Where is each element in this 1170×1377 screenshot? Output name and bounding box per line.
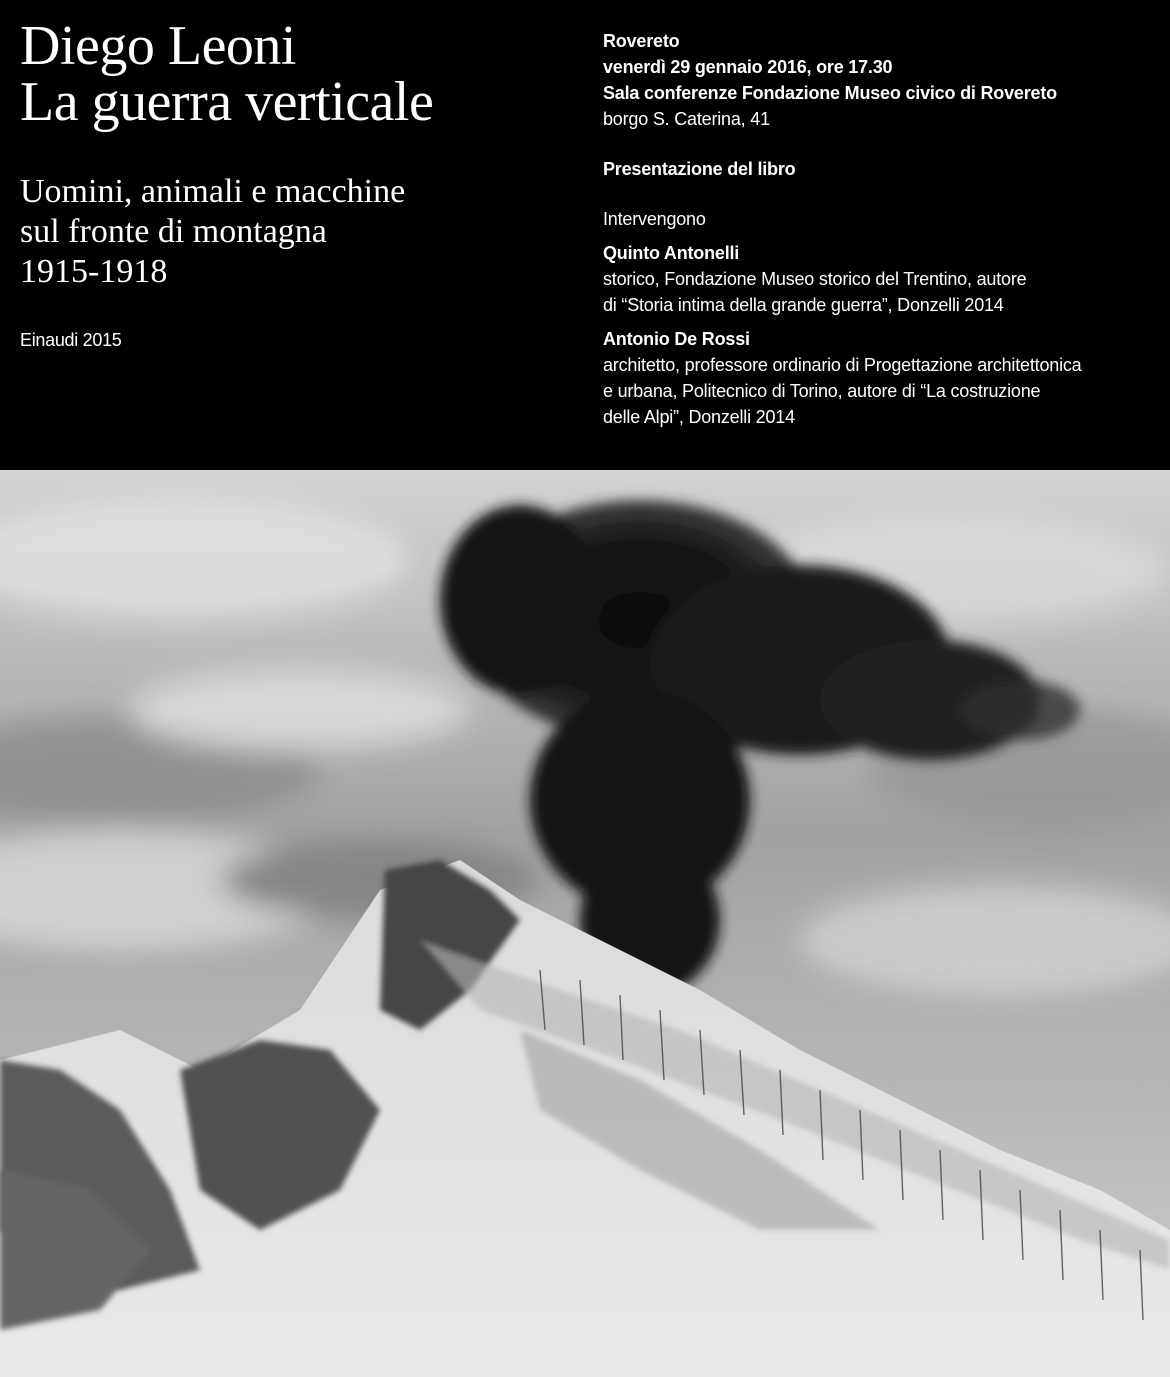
book-subtitle [20,172,580,292]
speaker-bio-line: delle Alpi”, Donzelli 2014 [603,407,795,427]
speaker-name: Quinto Antonelli [603,243,740,263]
event-datetime: venerdì 29 gennaio 2016, ore 17.30 [603,57,893,77]
event-venue: Sala conferenze Fondazione Museo civico di Rovereto [603,83,1057,103]
author-name: Diego Leoni [20,15,296,77]
event-address: borgo S. Caterina, 41 [603,109,770,129]
event-type: Presentazione del libro [603,159,796,179]
speaker-block [603,326,1163,430]
speaker-bio-line: di “Storia intima della grande guerra”, Donzelli 2014 [603,295,1004,315]
speaker-bio-line: architetto, professore ordinario di Progettazione architettonica [603,355,1082,375]
header-panel [0,0,1170,470]
subtitle-line: 1915-1918 [20,253,168,290]
speaker-name: Antonio De Rossi [603,329,750,349]
speaker-bio-line: e urbana, Politecnico di Torino, autore di “La costruzione [603,381,1041,401]
subtitle-line: Uomini, animali e macchine [20,173,406,210]
book-info [20,15,580,351]
event-info [603,28,1163,430]
book-title-block [20,15,580,133]
speaker-block [603,240,1163,318]
mountain-explosion-photo [0,470,1170,1377]
book-title: La guerra verticale [20,71,434,133]
subtitle-line: sul fronte di montagna [20,213,327,250]
speakers-intro: Intervengono [603,209,706,229]
speaker-bio-line: storico, Fondazione Museo storico del Trentino, autore [603,269,1027,289]
event-city: Rovereto [603,31,680,51]
publisher: Einaudi 2015 [20,330,122,350]
